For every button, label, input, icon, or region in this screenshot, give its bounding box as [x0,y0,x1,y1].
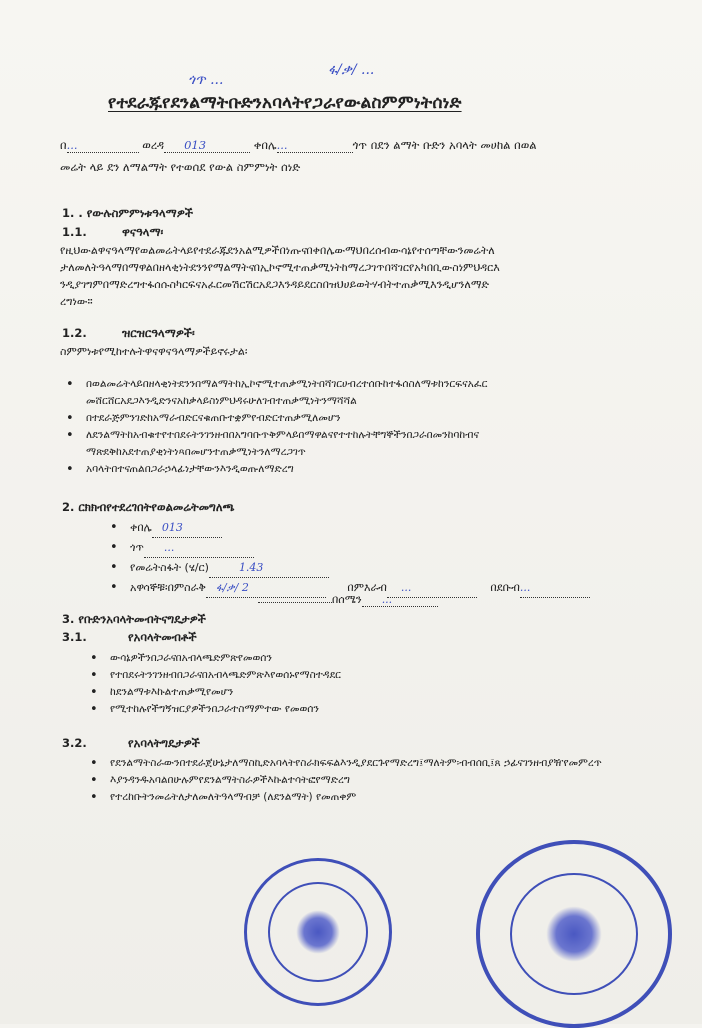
border-east-value: ፋ/ቃ/ 2 [215,581,249,594]
section-1-heading: 1. . የውሉስምምነቱዓላማዎች [62,206,193,220]
stamp-inner-ring [510,873,638,995]
section-2-heading: 2. ርክክብየተደረገበትየወልመሬትመግለጫ [62,500,235,514]
list-item: • በተደራጅምንገድከአማራብድርናቁጠቡተቋምየብድርተጠቃሚለመሆን [62,410,672,427]
list-item: • ለደንልማትከአብቁተየተበደሩትንገንዘብበአግባቡጥቅምላይበማዋልናየተተከሉትቸግኞችንበጋራበመንከባከብና ማጽደቅከአደተጠያቂነትነጻበመሆንተጠቃሚነትንለማረጋገጥ [62,427,672,461]
field-label: የመሬትስፋት (ሄ/ር) [130,561,209,574]
official-stamp-left [244,858,392,1006]
section-3-1-number: 3.1. [62,630,87,644]
section-1-2-intro: ስምምነቱየሚከተሉትዋናዋናዓላማዎችይኖሩታል፡ [60,345,248,358]
section-3-2-title: የአባላትግዴታዎች [128,736,200,750]
section-1-2-number: 1.2. [62,326,87,340]
handwritten-note-right: ፋ/ቃ/ ... [328,62,375,78]
paragraph-line: ንዲያገግምበማድረግተፋሰሱስካርፍናአፈርመሽርሽርአደጋእንዳይደርስበዝህሀይወትሃብትተጠቃሚእንዲሆንለማድ [60,278,490,291]
stamp-emblem [546,906,602,962]
section-1-1-paragraph [60,242,700,310]
list-item: • አባላትበተናጠልበጋራኃላፊነታቸውንእንዲወጡለማድረግ [62,461,672,478]
list-item: • የተበደሩትንገንዘብበጋራናበአብላጫድምጽእየወሰኑየማስተዳደር [86,667,696,684]
section-3-1-bullets [86,650,696,718]
field-label: ቀበሌ [130,521,152,534]
section-3-1-title: የአባላትመብቶች [128,630,197,644]
field-value: ... [163,541,175,554]
border-west-value: ... [400,581,412,594]
field-kebele [110,518,590,538]
kebele-value: ... [276,138,288,152]
intro-prefix: በ [60,138,67,152]
field-got [110,538,590,558]
border-north-line [258,593,438,607]
list-item: • የሚተከሉየችግኝዝርያዎችንበጋራተስማምተው የመወሰን [86,701,696,718]
intro-line-1 [60,138,537,153]
section-3-2-bullets [86,755,666,806]
section-1-2-title: ዝርዝርዓላማዎች፡ [122,326,195,340]
list-item: • በወልመሬትላይበዘላቂነትደንንበማልማትከኢኮኖሚተጠቃሚነትበሻገርሀብረተሰቡከተፋሰስለማቱከንርፍናአፈር መሸርሸርአደጋእንዲድንናአከቃላይስነምህዳሩሁለገብተጠቃሚነትንማሻሻል [62,376,672,410]
section-3-heading: 3. የቡድንአባላትመብትናግዴታዎች [62,612,206,626]
field-dots [362,593,438,607]
intro-line-2: መሬት ላይ ደን ለማልማት የተወሰደ የውል ስምምነት ሰነድ [60,160,301,174]
field-label: ጎጥ [130,541,144,554]
ward-field [164,138,250,153]
paragraph-line: የዚህውልዋናዓላማየወልመሬትላይየተደራጁደንአልሚዎችበነጡናበቀበሌውማህበረሰብውሳኔየተሰጣቸውንመሬትለ [60,244,495,257]
kebele-field [277,138,353,153]
field-dots [144,538,254,558]
field-dots [152,518,222,538]
border-west-label: በምእራብ [347,581,387,594]
list-item: • ከደንልማቱእኩልተጠቃሚየመሆን [86,684,696,701]
stamp-emblem [296,910,340,954]
section-3-2-number: 3.2. [62,736,87,750]
paragraph-line: ረግነው። [60,295,93,308]
list-item: • ውሳኔዎችንበጋራናበአብላጫድምጽየመወሰን [86,650,696,667]
ward-label: ወረዳ [142,138,165,152]
handwritten-note-left: ጎጥ ... [188,72,224,88]
border-south-label: በደቡብ [490,581,520,594]
woreda-value: ... [66,138,78,152]
border-north-label: በሰሜን [332,593,362,606]
ward-value: 013 [184,138,207,152]
list-item: • የተረከቡትንመሬትለታለመለትዓላማብቻ (ለደንልማት) የመጠቀም [86,789,666,806]
border-label: አዋሳኞቹ፡በምስራቅ [130,581,206,594]
field-dots [258,602,332,603]
paragraph-line: ታለመለትዓላማበማዋልበዘላቂነትደንንየማልማትናበኢኮኖሚተጠቃሚነትከማረጋገጥበሻገርየአካበቢውስነምህዳርእ [60,261,500,274]
kebele-label: ቀበሌ [253,138,277,152]
woreda-field [67,138,139,153]
stamp-inner-ring [268,882,368,982]
border-south-value: ... [519,581,531,594]
field-dots [520,578,590,598]
list-item: • እያንዳንዱአባልበሁሉምየደንልማትስራዎችእኩልተሳትፎየማድረግ [86,772,666,789]
section-1-1-title: ዋናዓላማ፡ [122,225,164,239]
intro-suffix: ጎጥ በደን ልማት ቡድን አባላት መሀከል በወል [352,138,537,152]
section-2-fields [110,518,590,598]
border-north-value: ... [381,593,393,606]
field-value: 1.43 [238,561,264,574]
official-stamp-right [476,840,672,1028]
field-value: 013 [161,521,183,534]
section-1-2-bullets [62,376,672,478]
document-title: የተደራጁየደንልማትቡድንአባላትየጋራየውልስምምነትሰነድ [108,93,462,113]
field-dots [209,558,329,578]
field-area [110,558,590,578]
list-item: • የደንልማትስራውንበተደራጀሁኔታለማስኪድአባላትየስራክፍፍልእንዲያደርጉየማድረግ፤ማለትም፡ብብሰቢ፤ጸ ኃፊናገንዘብያዥየመምረጥ [86,755,666,772]
section-1-1-number: 1.1. [62,225,87,239]
